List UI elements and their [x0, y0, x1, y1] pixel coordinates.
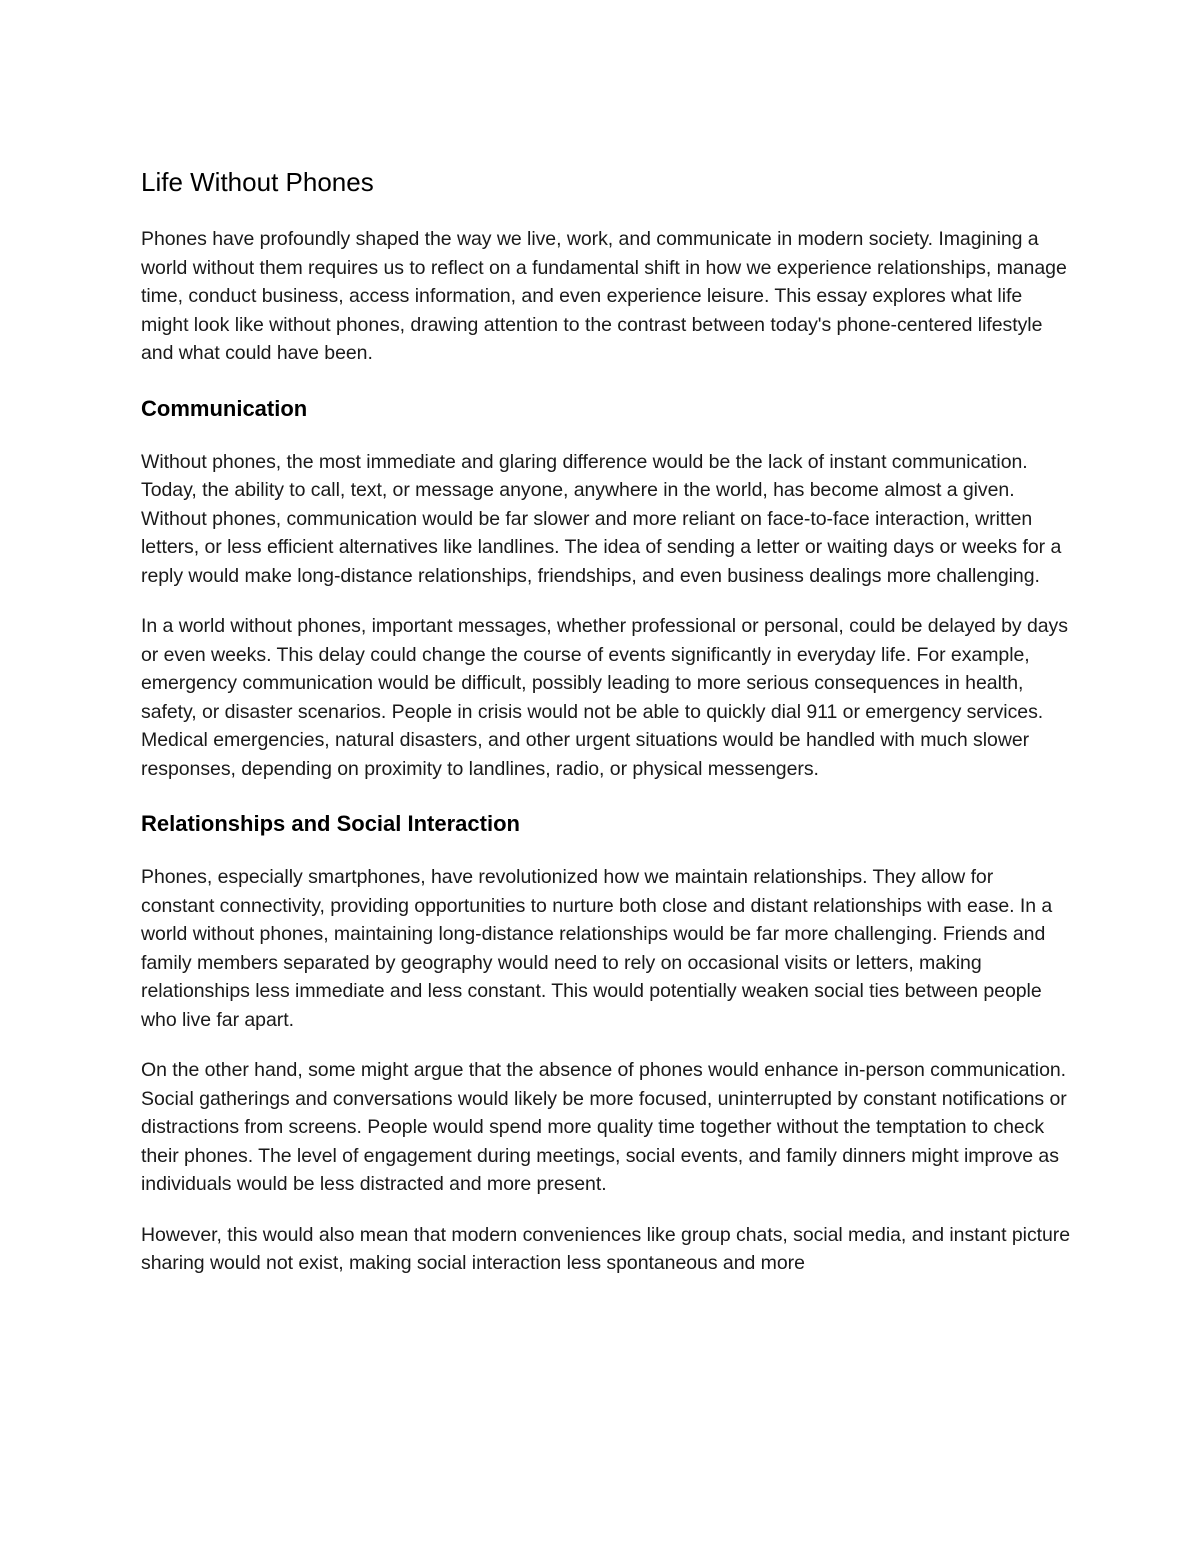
- relationships-paragraph-1: Phones, especially smartphones, have revolutionized how we maintain relationships. They allow for constant connectivity, providing opportunities to nurture both close and distant relationships with ease. In a world without phones, maintaining long-distance relationships would be far more challenging. Friends and family members separated by geography would need to rely on occasional visits or letters, making relationships less immediate and less constant. This would potentially weaken social ties between people who live far apart.: [141, 866, 1053, 1031]
- communication-paragraph-1: Without phones, the most immediate and glaring difference would be the lack of instant communication. Today, the ability to call, text, or message anyone, anywhere in the world, has become almost a given. Without phones, communication would be far slower and more reliant on face-to-face interaction, written letters, or less efficient alternatives like landlines. The idea of sending a letter or waiting days or weeks for a reply would make long-distance relationships, friendships, and even business dealings more challenging.: [141, 450, 1062, 587]
- document-body: [141, 166, 1071, 1278]
- relationships-paragraph-2: On the other hand, some might argue that the absence of phones would enhance in-person communication. Social gatherings and conversations would likely be more focused, uninterrupted by constant notifications or distractions from screens. People would spend more quality time together without the temptation to check their phones. The level of engagement during meetings, social events, and family dinners might improve as individuals would be less distracted and more present.: [141, 1059, 1067, 1195]
- document-title: Life Without Phones: [141, 167, 374, 197]
- relationships-paragraph-3: However, this would also mean that modern conveniences like group chats, social media, and instant picture sharing would not exist, making social interaction less spontaneous and more: [141, 1223, 1071, 1274]
- intro-paragraph: Phones have profoundly shaped the way we live, work, and communicate in modern society. Imagining a world without them requires us to reflect on a fundamental shift in how we experience relationships, manage time, conduct business, access information, and even experience leisure. This essay explores what life might look like without phones, drawing attention to the contrast between today's phone-centered lifestyle and what could have been.: [141, 228, 1067, 364]
- section-heading-relationships: Relationships and Social Interaction: [141, 811, 520, 836]
- communication-paragraph-2: In a world without phones, important messages, whether professional or personal, could be delayed by days or even weeks. This delay could change the course of events significantly in everyday life. For example, emergency communication would be difficult, possibly leading to more serious consequences in health, safety, or disaster scenarios. People in crisis would not be able to quickly dial 911 or emergency services. Medical emergencies, natural disasters, and other urgent situations would be handled with much slower responses, depending on proximity to landlines, radio, or physical messengers.: [141, 615, 1068, 780]
- section-heading-communication: Communication: [141, 395, 308, 421]
